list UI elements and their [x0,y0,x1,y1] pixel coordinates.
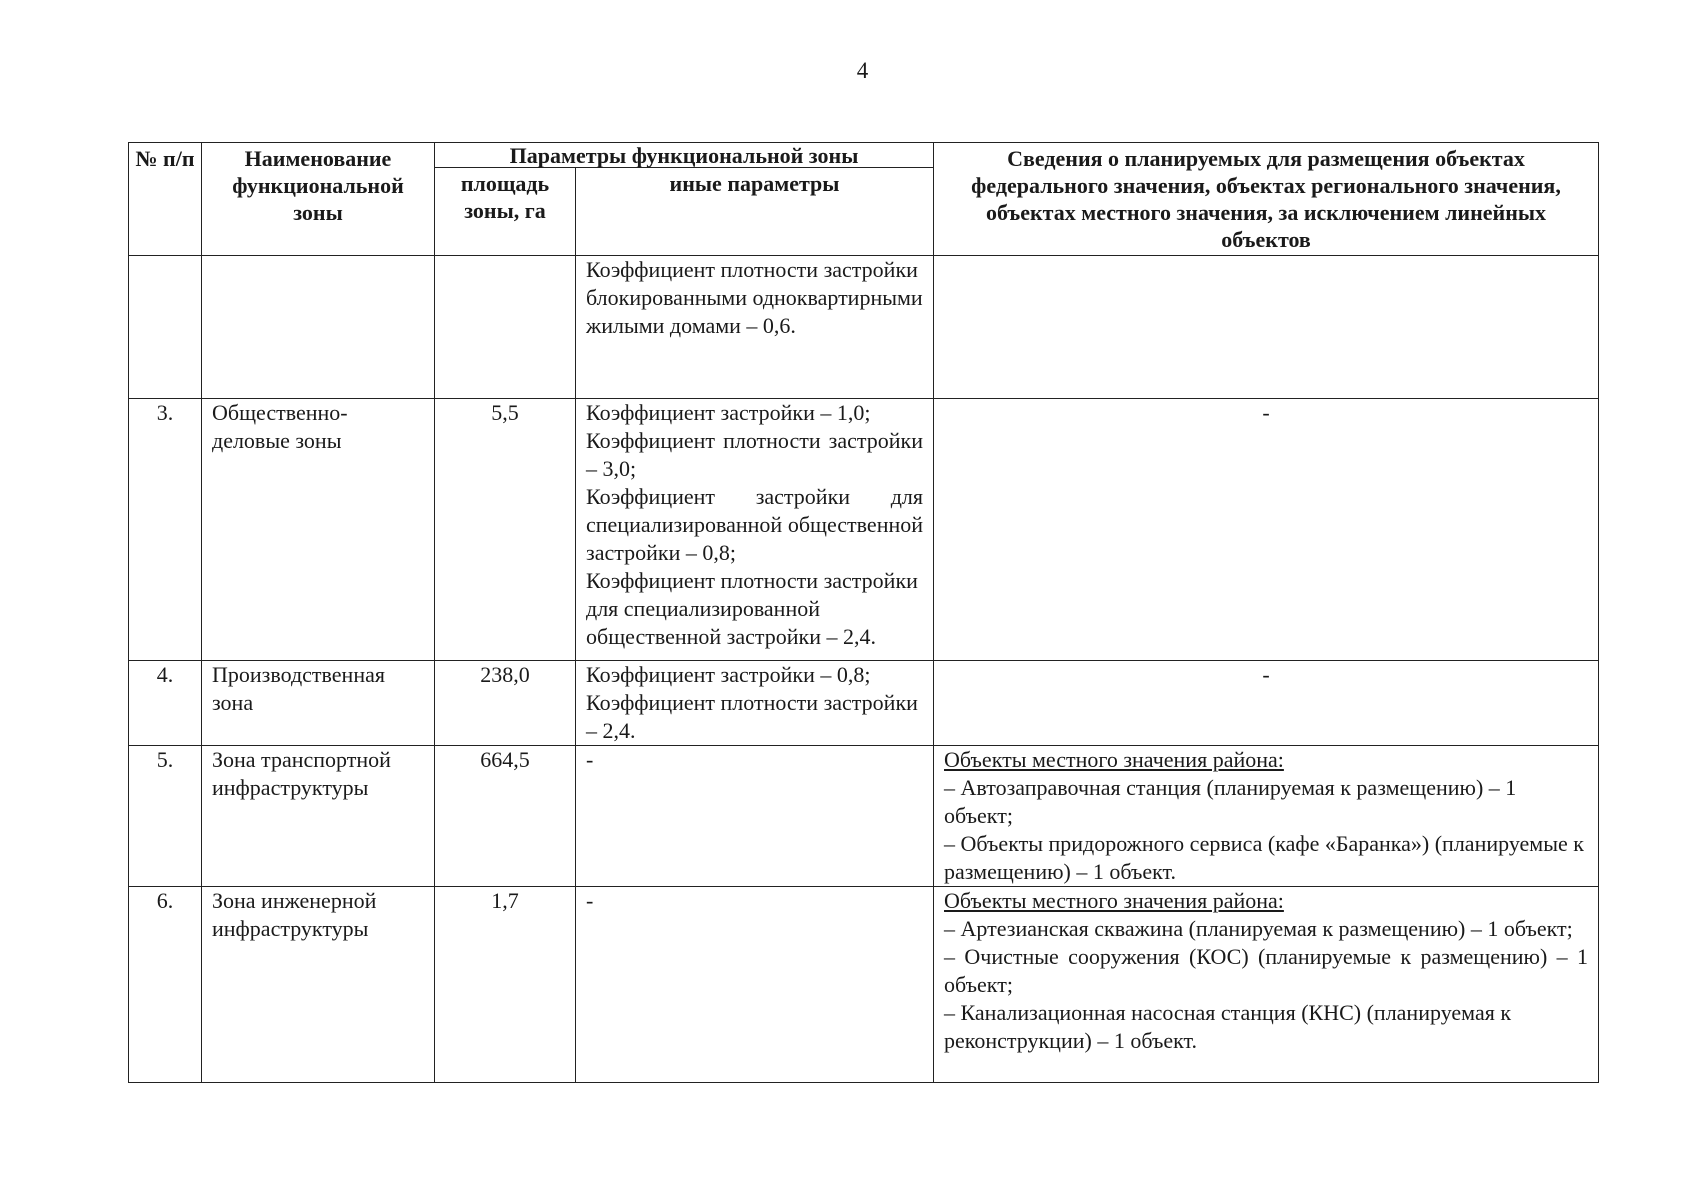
objects-info-line: – Автозаправочная станция (планируемая к размещению) – 1 объект; [944,775,1517,828]
header-params-group: Параметры функциональной зоны [435,143,934,168]
row-objects-info [934,256,1599,399]
page-number: 4 [856,58,869,83]
param-line: Коэффициент застройки – 1,0; [586,400,871,425]
row-num: 4. [129,661,202,746]
table-row [129,661,1599,746]
row-params: - [576,746,934,887]
row-objects-info [934,887,1599,1083]
objects-info-line: – Артезианская скважина (планируемая к размещению) – 1 объект; [944,916,1573,941]
header-num: № п/п [129,143,202,256]
objects-info-title: Объекты местного значения района: [944,888,1284,913]
row-zone-name: Зона транспортной инфраструктуры [202,746,435,887]
header-other-params: иные параметры [576,168,934,256]
row-zone-name: Общественно-деловые зоны [202,399,435,661]
row-num: 3. [129,399,202,661]
objects-info-line: – Канализационная насосная станция (КНС) (планируемая к реконструкции) – 1 объект. [944,1000,1512,1053]
row-objects-info: - [934,661,1599,746]
row-num [129,256,202,399]
table-row [129,746,1599,887]
row-area: 664,5 [435,746,576,887]
row-zone-name: Производственная зона [202,661,435,746]
row-area: 1,7 [435,887,576,1083]
objects-info-line: – Очистные сооружения (КОС) (планируемые к размещению) – 1 объект; [944,944,1589,997]
row-area: 5,5 [435,399,576,661]
objects-info-line: – Объекты придорожного сервиса (кафе «Баранка») (планируемые к размещению) – 1 объект. [944,831,1584,884]
row-area [435,256,576,399]
row-params: - [576,887,934,1083]
row-params [576,661,934,746]
table-row [129,887,1599,1083]
row-zone-name [202,256,435,399]
row-params [576,399,934,661]
row-objects-info [934,746,1599,887]
param-line: Коэффициент плотности застройки – 2,4. [586,690,918,743]
param-line: Коэффициент плотности застройки – 3,0; [586,428,924,481]
row-objects-info: - [934,399,1599,661]
row-area: 238,0 [435,661,576,746]
table-row [129,399,1599,661]
param-line: Коэффициент застройки – 0,8; [586,662,871,687]
row-num: 6. [129,887,202,1083]
param-line: Коэффициент плотности застройки блокированными одноквартирными жилыми домами – 0,6. [586,257,923,338]
header-zone-name: Наименование функциональной зоны [202,143,435,256]
param-line: Коэффициент плотности застройки для специализированной общественной застройки – 2,4. [586,568,918,649]
header-area: площадь зоны, га [435,168,576,256]
objects-info-title: Объекты местного значения района: [944,747,1284,772]
functional-zones-table [128,142,1599,1083]
header-objects-info: Сведения о планируемых для размещения объектах федерального значения, объектах регионального значения, объектах местного значения, за исключением линейных объектов [934,143,1599,256]
param-line: Коэффициент застройки для специализированной общественной застройки – 0,8; [586,484,924,565]
table-header-row [129,143,1599,168]
row-params [576,256,934,399]
row-zone-name: Зона инженерной инфраструктуры [202,887,435,1083]
table-row [129,256,1599,399]
row-num: 5. [129,746,202,887]
